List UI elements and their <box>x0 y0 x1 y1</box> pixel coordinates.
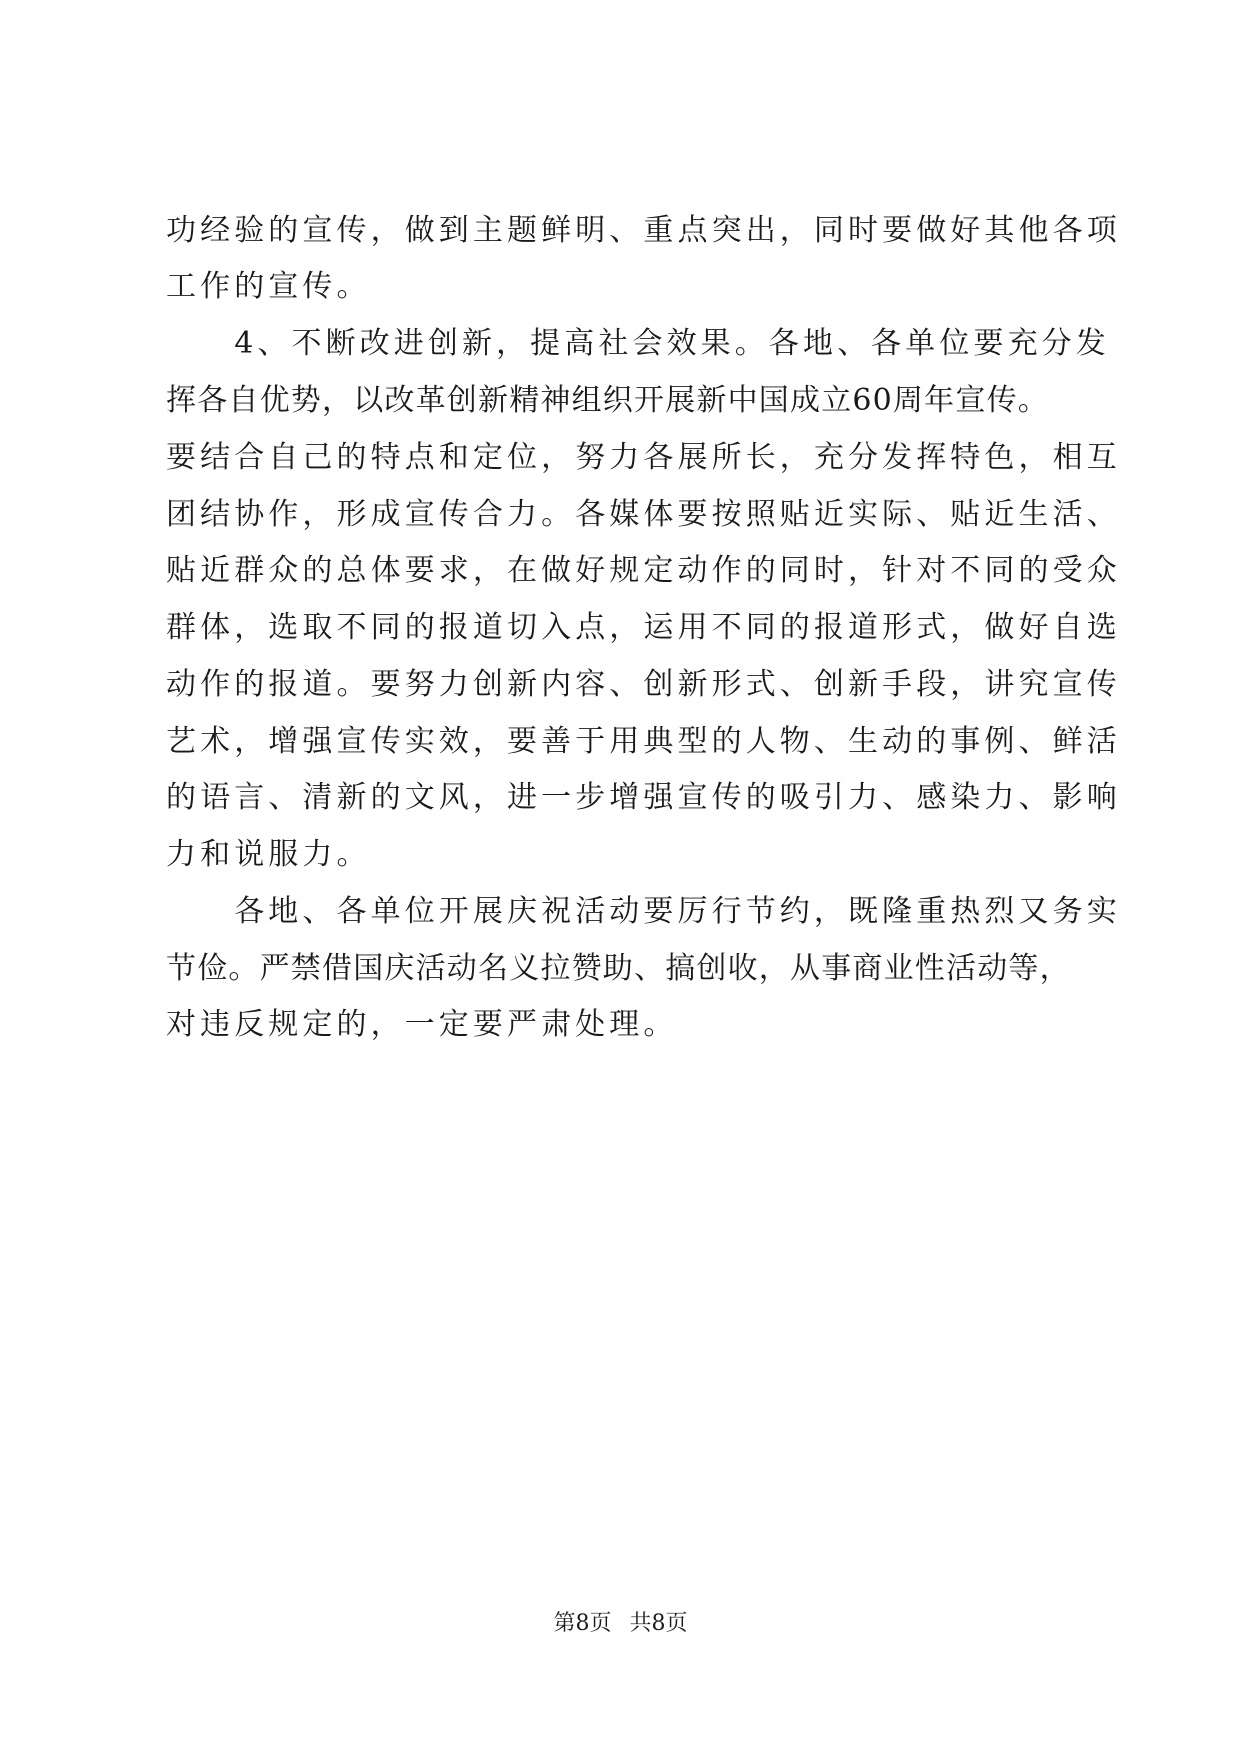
body-line: 要结合自己的特点和定位，努力各展所长，充分发挥特色，相互 <box>166 440 1121 475</box>
body-line: 对违反规定的，一定要严肃处理。 <box>166 1007 678 1042</box>
page-footer <box>0 1609 1241 1639</box>
body-line: 的语言、清新的文风，进一步增强宣传的吸引力、感染力、影响 <box>166 780 1121 815</box>
body-line: 力和说服力。 <box>166 837 371 872</box>
body-line: 功经验的宣传，做到主题鲜明、重点突出，同时要做好其他各项 <box>166 213 1121 248</box>
page-number: 第8页 <box>553 1611 612 1636</box>
body-line: 贴近群众的总体要求，在做好规定动作的同时，针对不同的受众 <box>166 553 1121 588</box>
page-total: 共8页 <box>629 1611 688 1636</box>
body-line: 艺术，增强宣传实效，要善于用典型的人物、生动的事例、鲜活 <box>166 724 1121 759</box>
body-line: 团结协作，形成宣传合力。各媒体要按照贴近实际、贴近生活、 <box>166 497 1121 532</box>
body-line: 工作的宣传。 <box>166 269 371 304</box>
body-line: 节俭。严禁借国庆活动名义拉赞助、搞创收，从事商业性活动等， <box>166 951 1071 986</box>
body-line: 各地、各单位开展庆祝活动要厉行节约，既隆重热烈又务实 <box>166 894 1121 929</box>
body-line: 群体，选取不同的报道切入点，运用不同的报道形式，做好自选 <box>166 610 1121 645</box>
body-line: 4、不断改进创新，提高社会效果。各地、各单位要充分发 <box>166 326 1110 361</box>
body-line: 动作的报道。要努力创新内容、创新形式、创新手段，讲究宣传 <box>166 667 1121 702</box>
body-line: 挥各自优势，以改革创新精神组织开展新中国成立60周年宣传。 <box>166 383 1049 418</box>
